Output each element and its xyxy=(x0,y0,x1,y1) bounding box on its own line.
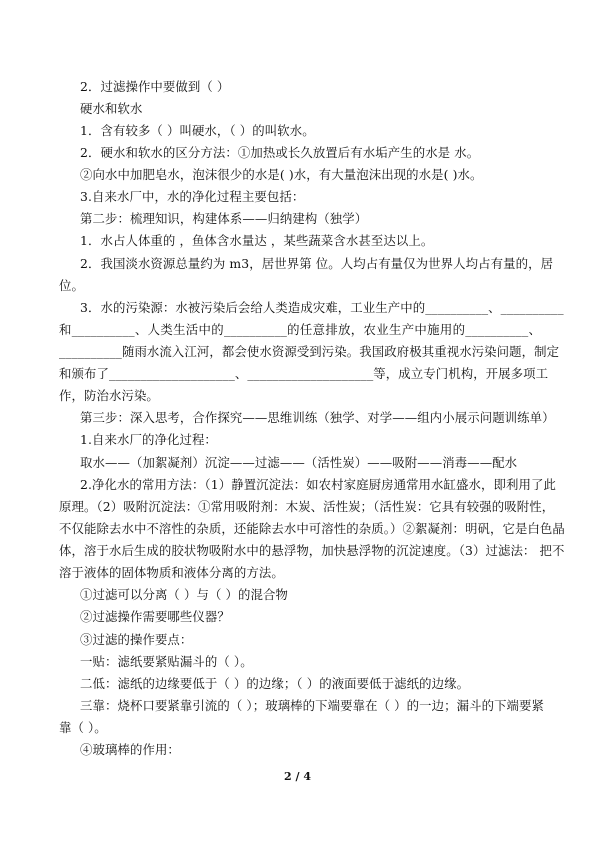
question-item: ③过滤的操作要点： xyxy=(80,632,193,647)
question-item: ④玻璃棒的作用： xyxy=(80,742,180,757)
text-line: 和颁布了____________________、____________________等，成立专门机构，开展多项工 xyxy=(59,366,549,381)
text-line: 一贴：滤纸要紧贴漏斗的（ ）。 xyxy=(80,654,253,669)
text-line: 靠（ ）。 xyxy=(59,720,107,735)
step-heading: 第三步：深入思考，合作探究——思维训练（独学、对学——组内小展示问题训练单） xyxy=(80,410,555,425)
question-item: ②过滤操作需要哪些仪器？ xyxy=(80,609,230,624)
text-line: 原理。（2）吸附沉淀法：①常用吸附剂：木炭、活性炭；（活性炭：它具有较强的吸附性， xyxy=(59,499,555,514)
text-line: 作，防治水污染。 xyxy=(59,388,159,403)
text-line: 1．含有较多（ ）叫硬水，（ ）的叫软水。 xyxy=(80,123,315,138)
text-line: 体，溶于水后生成的胶状物吸附水中的悬浮物，加快悬浮物的沉淀速度。（3）过滤法： 把不 xyxy=(59,543,565,558)
process-flow-line: 取水——（加絮凝剂）沉淀——过滤——（活性炭）——吸附——消毒——配水 xyxy=(80,455,518,470)
text-line: 3．水的污染源：水被污染后会给人类造成灾难，工业生产中的__________、__________ xyxy=(80,300,564,315)
text-line: 和__________、人类生活中的__________的任意排放，农业生产中施用的__________、 xyxy=(59,322,541,337)
question-item: ①过滤可以分离（ ）与（ ）的混合物 xyxy=(80,587,288,602)
text-line: 3.自来水厂中，水的净化过程主要包括： xyxy=(80,189,305,204)
text-line: 1．水占人体重的 ，鱼体含水量达 ，某些蔬菜含水甚至达以上。 xyxy=(80,233,434,248)
text-line: 溶于液体的固体物质和液体分离的方法。 xyxy=(59,565,284,580)
text-line: 不仅能除去水中不溶性的杂质，还能除去水中可溶性的杂质。）②絮凝剂：明矾，它是白色晶 xyxy=(59,521,565,536)
section-heading: 硬水和软水 xyxy=(80,101,143,116)
text-line: ②向水中加肥皂水，泡沫很少的水是( )水，有大量泡沫出现的水是( )水。 xyxy=(80,167,483,182)
step-heading: 第二步：梳理知识，构建体系——归纳建构（独学） xyxy=(80,211,368,226)
text-line: 三靠：烧杯口要紧靠引流的（ ）；玻璃棒的下端要靠在（ ）的一边；漏斗的下端要紧 xyxy=(80,698,545,713)
text-line: 二低：滤纸的边缘要低于（ ）的边缘；（ ）的液面要低于滤纸的边缘。 xyxy=(80,676,470,691)
text-line: 位。 xyxy=(59,278,84,293)
text-line: 2．我国淡水资源总量约为 m3，居世界第 位。人均占有量仅为世界人均占有量的，居 xyxy=(80,256,554,271)
text-line: __________随雨水流入江河，都会使水资源受到污染。我国政府极其重视水污染问题，制定 xyxy=(59,344,560,359)
page-number: 2 / 4 xyxy=(284,770,311,783)
text-line: 2.净化水的常用方法：（1）静置沉淀法：如农村家庭厨房通常用水缸盛水，即利用了此 xyxy=(80,477,556,492)
text-line: 2．硬水和软水的区分方法：①加热或长久放置后有水垢产生的水是 水。 xyxy=(80,145,480,160)
text-line: 2．过滤操作中要做到（ ） xyxy=(80,79,230,94)
text-line: 1.自来水厂的净化过程： xyxy=(80,432,217,447)
